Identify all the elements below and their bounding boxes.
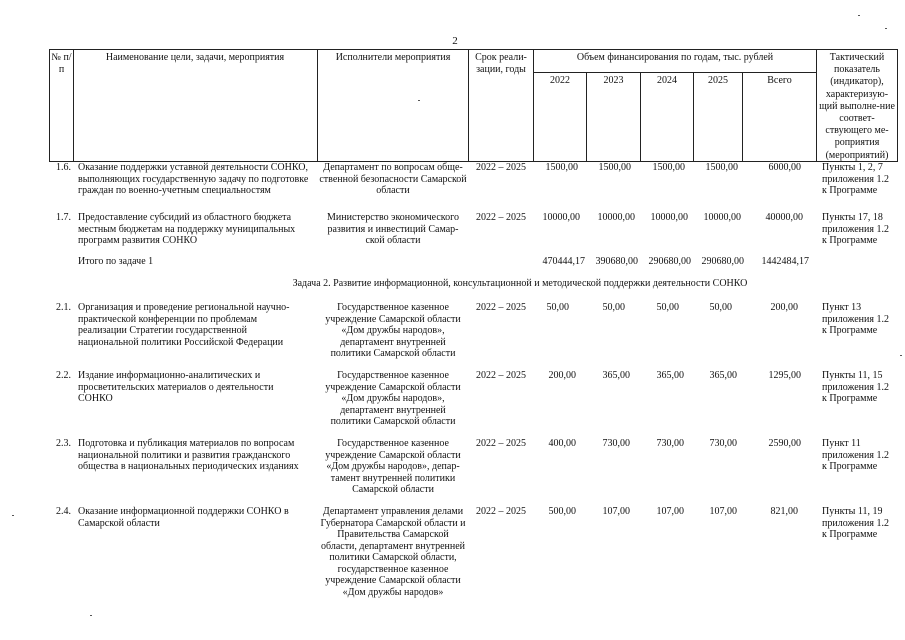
row-number: 1.6.	[56, 162, 71, 173]
row-indicator: Пункты 17, 18 приложения 1.2 к Программе	[822, 212, 889, 246]
header-finance: Объем финансирования по годам, тыс. рублей	[576, 52, 774, 63]
header-2025: 2025	[708, 75, 728, 86]
row-executors: Министерство экономического развития и инвестиций Самар-ской области	[327, 212, 459, 246]
scan-speck	[900, 355, 902, 356]
subtotal-total: 1442484,17	[761, 256, 809, 267]
row-number: 2.2.	[56, 370, 71, 381]
row-2023: 50,00	[602, 302, 625, 313]
subtotal-2023: 390680,00	[595, 256, 638, 267]
row-2025: 365,00	[709, 370, 737, 381]
header-2024: 2024	[657, 75, 677, 86]
subtotal-2022: 470444,17	[542, 256, 585, 267]
row-name: Оказание информационной поддержки СОНКО в Самарской области	[78, 506, 289, 529]
row-2022: 200,00	[548, 370, 576, 381]
row-2024: 365,00	[656, 370, 684, 381]
row-2022: 10000,00	[542, 212, 580, 223]
row-2025: 10000,00	[703, 212, 741, 223]
row-2022: 500,00	[548, 506, 576, 517]
row-name: Подготовка и публикация материалов по вопросам национальной политики и развития гражданского общества в национальных периодических изданиях	[78, 438, 299, 472]
header-total: Всего	[767, 75, 792, 86]
row-indicator: Пункты 11, 19 приложения 1.2 к Программе	[822, 506, 889, 540]
scan-speck	[885, 28, 887, 29]
row-total: 1295,00	[768, 370, 801, 381]
subtotal-label: Итого по задаче 1	[78, 256, 154, 267]
row-indicator: Пункт 11 приложения 1.2 к Программе	[822, 438, 889, 472]
row-name: Издание информационно-аналитических и просветительских материалов о деятельности СОНКО	[78, 370, 274, 404]
finance-subheader-rule	[533, 72, 816, 73]
header-executors: Исполнители мероприятия	[335, 52, 451, 63]
header-term: Срок реали-зации, годы	[475, 52, 527, 75]
row-2024: 730,00	[656, 438, 684, 449]
row-2022: 1500,00	[545, 162, 578, 173]
row-2022: 50,00	[546, 302, 569, 313]
row-number: 2.1.	[56, 302, 71, 313]
row-total: 821,00	[770, 506, 798, 517]
row-2024: 1500,00	[652, 162, 685, 173]
row-number: 1.7.	[56, 212, 71, 223]
row-total: 40000,00	[765, 212, 803, 223]
row-indicator: Пункты 11, 15 приложения 1.2 к Программе	[822, 370, 889, 404]
header-2022: 2022	[550, 75, 570, 86]
subtotal-2024: 290680,00	[648, 256, 691, 267]
row-2025: 107,00	[709, 506, 737, 517]
row-2023: 10000,00	[597, 212, 635, 223]
row-term: 2022 – 2025	[476, 506, 526, 517]
row-2022: 400,00	[548, 438, 576, 449]
row-indicator: Пункт 13 приложения 1.2 к Программе	[822, 302, 889, 336]
vline-3	[468, 49, 469, 161]
row-2023: 730,00	[602, 438, 630, 449]
task2-title: Задача 2. Развитие информационной, консультационной и методической поддержки деятельности СОНКО	[292, 278, 748, 289]
row-executors: Департамент по вопросам обще-ственной безопасности Самарской области	[319, 162, 467, 196]
row-2025: 1500,00	[705, 162, 738, 173]
row-2023: 365,00	[602, 370, 630, 381]
row-2024: 107,00	[656, 506, 684, 517]
row-name: Оказание поддержки уставной деятельности СОНКО, выполняющих государственную задачу по подготовке граждан по военно-учетным специальностям	[78, 162, 309, 196]
row-2025: 50,00	[709, 302, 732, 313]
row-number: 2.4.	[56, 506, 71, 517]
row-name: Организация и проведение региональной научно-практической конференции по проблемам реализации Стратегии государственной национальной политики Российской Федерации	[78, 302, 290, 348]
row-term: 2022 – 2025	[476, 438, 526, 449]
row-term: 2022 – 2025	[476, 370, 526, 381]
row-total: 200,00	[770, 302, 798, 313]
vline-9	[816, 49, 817, 161]
row-executors: Государственное казенное учреждение Самарской области «Дом дружбы народов», депар-тамент внутренней политики Самарской области	[325, 438, 461, 495]
vline-10	[897, 49, 898, 161]
header-name: Наименование цели, задачи, мероприятия	[105, 52, 285, 63]
row-2023: 1500,00	[598, 162, 631, 173]
row-executors: Департамент управления делами Губернатора Самарской области и Правительства Самарской области, департамент внутренней политики Самарской области, государственное казенное учреждение Самарской области «Дом дружбы народов»	[320, 506, 466, 598]
row-indicator: Пункты 1, 2, 7 приложения 1.2 к Программе	[822, 162, 889, 196]
row-total: 2590,00	[768, 438, 801, 449]
row-2025: 730,00	[709, 438, 737, 449]
scan-speck	[12, 515, 14, 516]
row-2023: 107,00	[602, 506, 630, 517]
header-top-rule	[49, 49, 898, 50]
row-name: Предоставление субсидий из областного бюджета местным бюджетам на поддержку муниципальных программ развития СОНКО	[78, 212, 296, 246]
header-num: № п/п	[51, 52, 72, 75]
scan-speck	[90, 615, 92, 616]
vline-2	[317, 49, 318, 161]
row-term: 2022 – 2025	[476, 302, 526, 313]
row-number: 2.3.	[56, 438, 71, 449]
scan-speck	[858, 15, 860, 16]
header-indicator: Тактический показатель (индикатор), характеризую-щий выполне-ние соответ-ствующего ме-роприятия (мероприятий)	[819, 52, 895, 161]
vline-4	[533, 49, 534, 161]
row-2024: 10000,00	[650, 212, 688, 223]
header-2023: 2023	[603, 75, 624, 86]
row-term: 2022 – 2025	[476, 162, 526, 173]
row-executors: Государственное казенное учреждение Самарской области «Дом дружбы народов», департамент внутренней политики Самарской области	[325, 370, 461, 427]
row-2024: 50,00	[656, 302, 679, 313]
row-total: 6000,00	[768, 162, 801, 173]
scan-speck	[418, 100, 420, 101]
row-executors: Государственное казенное учреждение Самарской области «Дом дружбы народов», департамент внутренней политики Самарской области	[325, 302, 461, 359]
page-number: 2	[452, 35, 458, 47]
row-term: 2022 – 2025	[476, 212, 526, 223]
vline-1	[73, 49, 74, 161]
subtotal-2025: 290680,00	[701, 256, 744, 267]
